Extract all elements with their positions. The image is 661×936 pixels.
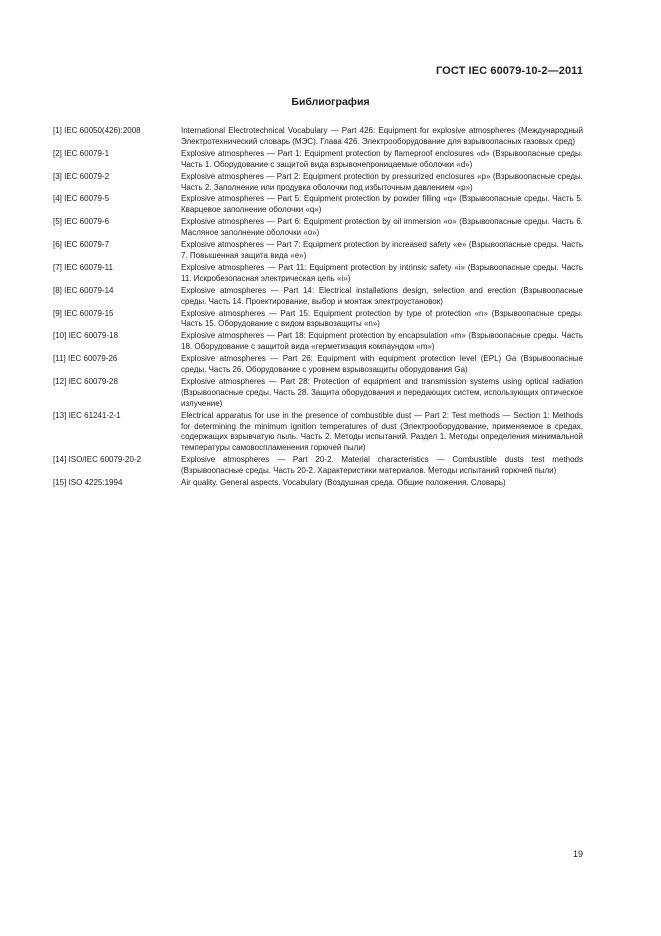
- bibliography-entry: [53, 172, 583, 194]
- bibliography-entry: [53, 377, 583, 410]
- bibliography-description: Explosive atmospheres — Part 20-2. Material characteristics — Combustible dusts test methods (Взрывоопасные среды. Часть 20-2. Характеристики материалов. Методы испытаний горючей пыли): [181, 455, 583, 476]
- bibliography-ref: [10] IEC 60079-18: [53, 331, 118, 341]
- document-standard-code: ГОСТ IEC 60079-10-2—2011: [435, 65, 583, 77]
- bibliography-description: Explosive atmospheres — Part 18: Equipment protection by encapsulation «m» (Взрывоопасные среды. Часть 18. Оборудование с защитой вида «герметизация компаундом «m»): [181, 331, 583, 352]
- bibliography-entry: [53, 309, 583, 331]
- bibliography-ref: [11] IEC 60079-26: [53, 354, 118, 364]
- bibliography-ref: [6] IEC 60079-7: [53, 240, 110, 250]
- bibliography-entry: [53, 286, 583, 308]
- bibliography-description: Explosive atmospheres — Part 11: Equipment protection by intrinsic safety «i» (Взрывоопасные среды. Часть 11. Искробезопасная электрическая цепь «i»): [181, 262, 583, 283]
- bibliography-ref: [15] ISO 4225:1994: [53, 478, 123, 488]
- bibliography-title: Библиография: [291, 96, 370, 108]
- bibliography-ref: [3] IEC 60079-2: [53, 171, 110, 181]
- bibliography-ref: [1] IEC 60050(426):2008: [53, 126, 141, 135]
- bibliography-ref: [2] IEC 60079-1: [53, 148, 110, 158]
- bibliography-entry: [53, 263, 583, 285]
- bibliography-description: Explosive atmospheres — Part 2: Equipment protection by pressurized enclosures «p» (Взрывоопасные среды. Часть 2. Заполнение или продувка оболочки под избыточным давлением «p»): [181, 171, 583, 192]
- bibliography-description: Explosive atmospheres — Part 5: Equipment protection by powder filling «q» (Взрывоопасные среды. Часть 5. Кварцевое заполнение оболочки «q»): [181, 194, 583, 215]
- bibliography-ref: [7] IEC 60079-11: [53, 262, 113, 272]
- bibliography-entry: [53, 149, 583, 171]
- bibliography-description: International Electrotechnical Vocabulary — Part 426: Equipment for explosive atmospheres (Международный Электротехнический словарь (МЭС). Глава 426. Электрооборудование для взрывоопасных газовых сред): [181, 126, 583, 146]
- bibliography-description: Electrical apparatus for use in the presence of combustible dust — Part 2: Test methods — Section 1: Methods for determining the minimum ignition temperatures of dust (Электрооборудование, применяемое в средах, содержащих взрывчатую пыль. Часть 2. Методы испытаний. Раздел 1. Методы определения минимальной температуры самовоспламенения горючей пыли): [181, 410, 583, 453]
- bibliography-description: Explosive atmospheres — Part 1: Equipment protection by flameproof enclosures «d» (Взрывоопасные среды. Часть 1. Оборудование с защитой вида взрывонепроницаемые оболочки «d»): [181, 148, 583, 169]
- bibliography-entry: [53, 126, 583, 148]
- bibliography-ref: [13] IEC 61241-2-1: [53, 410, 121, 420]
- bibliography-description: Explosive atmospheres — Part 6: Equipment protection by oil immersion «o» (Взрывоопасные среды. Часть 6. Масляное заполнение оболочки «o»): [181, 217, 583, 238]
- bibliography-description: Explosive atmospheres — Part 15: Equipment protection by type of protection «n» (Взрывоопасные среды. Часть 15. Оборудование с видом взрывозащиты «n»): [181, 308, 583, 329]
- bibliography-entry: [53, 194, 583, 216]
- bibliography-description: Explosive atmospheres — Part 28: Protection of equipment and transmission systems using optical radiation (Взрывоопасные среды. Часть 28. Защита оборудования и передающих систем, использующих оптическое излучение): [181, 376, 583, 408]
- bibliography-ref: [5] IEC 60079-6: [53, 217, 110, 227]
- bibliography-list: [53, 126, 583, 490]
- page-number: 19: [572, 849, 583, 859]
- bibliography-entry: [53, 331, 583, 353]
- bibliography-entry: [53, 411, 583, 455]
- bibliography-ref: [8] IEC 60079-14: [53, 285, 114, 295]
- bibliography-entry: [53, 217, 583, 239]
- bibliography-description: Explosive atmospheres — Part 7: Equipment protection by increased safety «e» (Взрывоопасные среды. Часть 7. Повышенная защита вида «e»): [181, 240, 583, 260]
- bibliography-ref: [14] ISO/IEC 60079-20-2: [53, 455, 142, 465]
- bibliography-entry: [53, 455, 583, 477]
- bibliography-entry: [53, 240, 583, 262]
- bibliography-ref: [9] IEC 60079-15: [53, 308, 114, 318]
- bibliography-description: Explosive atmospheres — Part 14: Electrical installations design, selection and erection (Взрывоопасные среды. Часть 14. Проектирование, выбор и монтаж электроустановок): [181, 285, 583, 306]
- bibliography-entry: [53, 478, 583, 489]
- bibliography-description: Explosive atmospheres — Part 26: Equipment with equipment protection level (EPL) Ga (Взрывоопасные среды. Часть 26. Оборудование с уровнем взрывозащиты оборудования Ga): [181, 354, 583, 375]
- bibliography-ref: [4] IEC 60079-5: [53, 194, 110, 204]
- bibliography-ref: [12] IEC 60079-28: [53, 376, 118, 386]
- bibliography-entry: [53, 354, 583, 376]
- bibliography-description: Air quality. General aspects. Vocabulary (Воздушная среда. Общие положения. Словарь): [181, 478, 506, 488]
